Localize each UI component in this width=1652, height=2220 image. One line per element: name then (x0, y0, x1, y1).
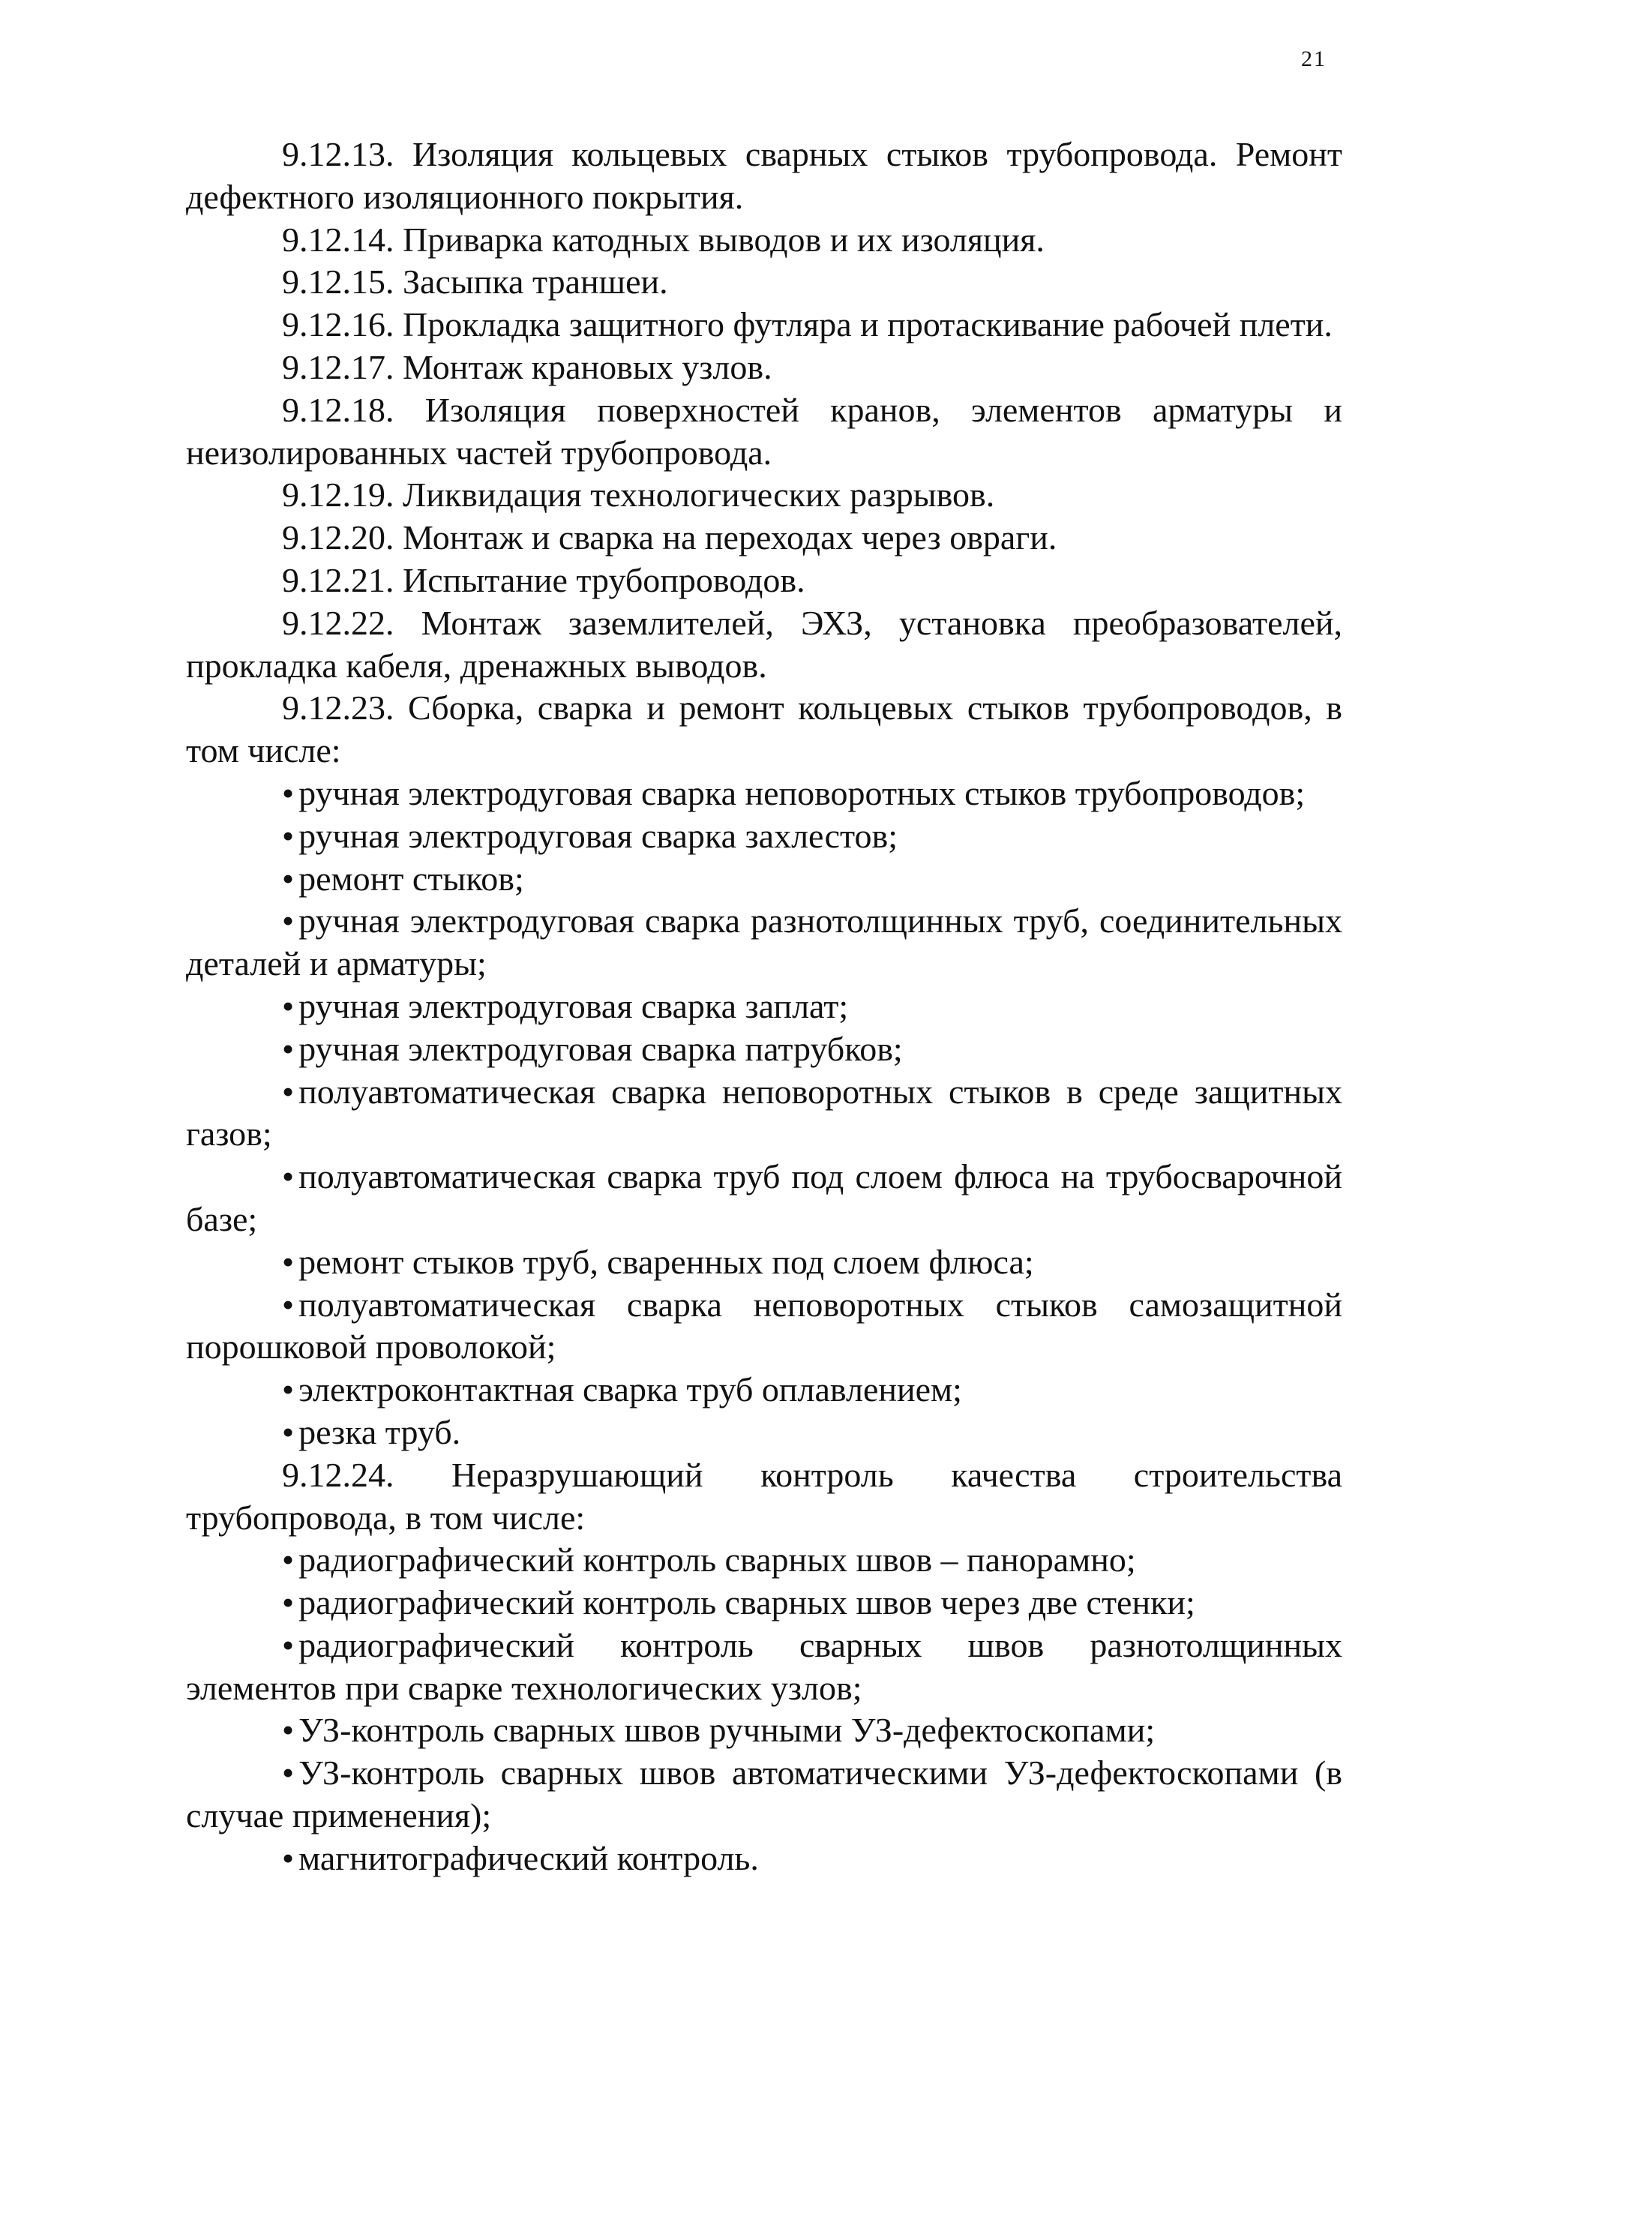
paragraph-9-12-20: 9.12.20. Монтаж и сварка на переходах через овраги. (282, 518, 1057, 557)
paragraph-9-12-18: 9.12.18. Изоляция поверхностей кранов, элементов арматуры и неизолированных частей трубопровода. (186, 390, 1342, 472)
document-body (186, 134, 1342, 1880)
bullet-text: ручная электродуговая сварка неповоротных стыков трубопроводов; (298, 773, 1306, 812)
bullet-text: магнитографический контроль. (298, 1838, 759, 1877)
bullet-icon: • (282, 1072, 295, 1111)
bullet-icon: • (282, 1540, 295, 1580)
bullet-icon: • (282, 816, 295, 855)
bullet-item (186, 900, 1342, 986)
paragraph-9-12-21: 9.12.21. Испытание трубопроводов. (282, 560, 805, 599)
bullet-item (186, 1071, 1342, 1156)
paragraph-9-12-24: 9.12.24. Неразрушающий контроль качества строительства трубопровода, в том числе: (186, 1455, 1342, 1537)
bullet-icon: • (282, 859, 295, 898)
bullet-text: полуавтоматическая сварка неповоротных стыков самозащитной порошковой проволокой; (186, 1285, 1342, 1366)
bullet-text: УЗ-контроль сварных швов ручными УЗ-дефектоскопами; (298, 1711, 1156, 1750)
bullet-icon: • (282, 1157, 295, 1196)
bullet-item (186, 1241, 1342, 1284)
bullet-text: ручная электродуговая сварка разнотолщинных труб, соединительных деталей и арматуры; (186, 902, 1342, 983)
bullet-item (186, 1028, 1342, 1071)
bullet-text: ручная электродуговая сварка захлестов; (298, 816, 898, 855)
bullet-item (186, 858, 1342, 901)
bullet-item (186, 986, 1342, 1028)
bullet-text: радиографический контроль сварных швов разнотолщинных элементов при сварке технологических узлов; (186, 1625, 1342, 1707)
bullet-icon: • (282, 1242, 295, 1281)
bullet-item (186, 1369, 1342, 1412)
bullet-text: ремонт стыков; (298, 859, 524, 898)
bullet-text: ремонт стыков труб, сваренных под слоем флюса; (298, 1242, 1034, 1281)
bullet-item (186, 815, 1342, 858)
paragraph-9-12-15: 9.12.15. Засыпка траншеи. (282, 262, 668, 302)
bullet-item (186, 1624, 1342, 1710)
bullet-item (186, 1156, 1342, 1241)
bullet-icon: • (282, 1754, 295, 1792)
page-number: 21 (1301, 46, 1327, 71)
bullet-item (186, 1284, 1342, 1370)
paragraph-9-12-17: 9.12.17. Монтаж крановых узлов. (282, 347, 772, 386)
bullet-icon: • (282, 1370, 295, 1409)
bullet-item (186, 1412, 1342, 1454)
bullet-icon: • (282, 1838, 295, 1877)
paragraph-9-12-22: 9.12.22. Монтаж заземлителей, ЭХЗ, установка преобразователей, прокладка кабеля, дренажных выводов. (186, 603, 1342, 685)
bullet-text: радиографический контроль сварных швов – панорамно; (298, 1540, 1136, 1580)
bullet-text: ручная электродуговая сварка патрубков; (298, 1029, 903, 1068)
bullet-icon: • (282, 902, 295, 940)
bullet-text: полуавтоматическая сварка труб под слоем флюса на трубосварочной базе; (186, 1157, 1342, 1238)
bullet-item (186, 1539, 1342, 1582)
bullet-text: резка труб. (298, 1412, 461, 1451)
bullet-item (186, 772, 1342, 815)
bullet-icon: • (282, 773, 295, 812)
bullet-item (186, 1582, 1342, 1624)
paragraph-9-12-13: 9.12.13. Изоляция кольцевых сварных стыков трубопровода. Ремонт дефектного изоляционного покрытия. (186, 135, 1342, 216)
paragraph-9-12-14: 9.12.14. Приварка катодных выводов и их изоляция. (282, 220, 1045, 259)
paragraph-9-12-16: 9.12.16. Прокладка защитного футляра и протаскивание рабочей плети. (282, 305, 1333, 344)
bullet-icon: • (282, 986, 295, 1025)
bullet-text: полуавтоматическая сварка неповоротных стыков в среде защитных газов; (186, 1072, 1342, 1154)
bullet-text: ручная электродуговая сварка заплат; (298, 986, 849, 1025)
bullet-icon: • (282, 1583, 295, 1622)
bullet-icon: • (282, 1285, 295, 1324)
bullet-item (186, 1838, 1342, 1880)
bullet-text: УЗ-контроль сварных швов автоматическими УЗ-дефектоскопами (в случае применения); (186, 1754, 1342, 1835)
bullet-item (186, 1709, 1342, 1752)
paragraph-9-12-19: 9.12.19. Ликвидация технологических разрывов. (282, 476, 995, 514)
bullet-icon: • (282, 1711, 295, 1750)
bullet-text: радиографический контроль сварных швов через две стенки; (298, 1583, 1195, 1622)
bullet-text: электроконтактная сварка труб оплавлением; (298, 1370, 962, 1409)
bullet-item (186, 1752, 1342, 1838)
bullet-icon: • (282, 1625, 295, 1664)
paragraph-9-12-23: 9.12.23. Сборка, сварка и ремонт кольцевых стыков трубопроводов, в том числе: (186, 688, 1342, 770)
bullet-icon: • (282, 1412, 295, 1451)
bullet-icon: • (282, 1029, 295, 1068)
